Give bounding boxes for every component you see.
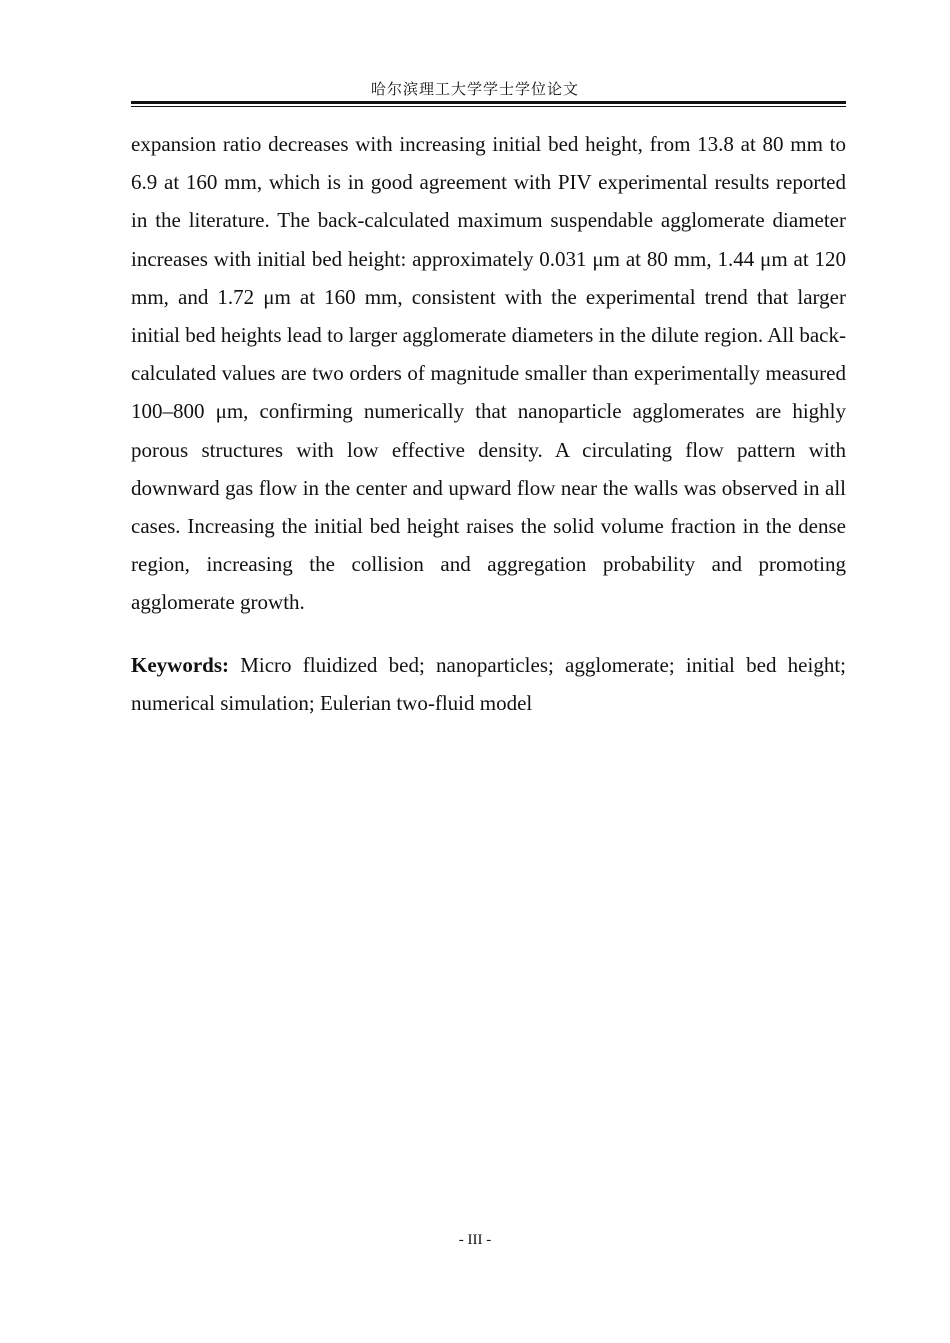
header-rule-thin — [131, 106, 846, 107]
abstract-body: expansion ratio decreases with increasing initial bed height, from 13.8 at 80 mm to 6.9 at 160 mm, which is in good agreement with PIV experimental results reported in the literature. The back-calculated maximum suspendable agglomerate diameter increases with initial bed height: approximately 0.031 μm at 80 mm, 1.44 μm at 120 mm, and 1.72 μm at 160 mm, consistent with the experimental trend that larger initial bed heights lead to larger agglomerate diameters in the dilute region. All back-calculated values are two orders of magnitude smaller than experimentally measured 100–800 μm, confirming numerically that nanoparticle agglomerates are highly porous structures with low effective density. A circulating flow pattern with downward gas flow in the center and upward flow near the walls was observed in all cases. Increasing the initial bed height raises the solid volume fraction in the dense region, increasing the collision and aggregation probability and promoting agglomerate growth. — [131, 132, 846, 615]
header-title: 哈尔滨理工大学学士学位论文 — [370, 82, 579, 98]
keywords-label: Keywords: — [131, 653, 229, 677]
keywords-list: Micro fluidized bed; nanoparticles; agglomerate; initial bed height; numerical simulation; Eulerian two-fluid model — [131, 653, 847, 716]
keywords-paragraph — [131, 646, 846, 722]
header-rule-thick — [131, 101, 846, 104]
page-number: - III - — [458, 1232, 492, 1248]
